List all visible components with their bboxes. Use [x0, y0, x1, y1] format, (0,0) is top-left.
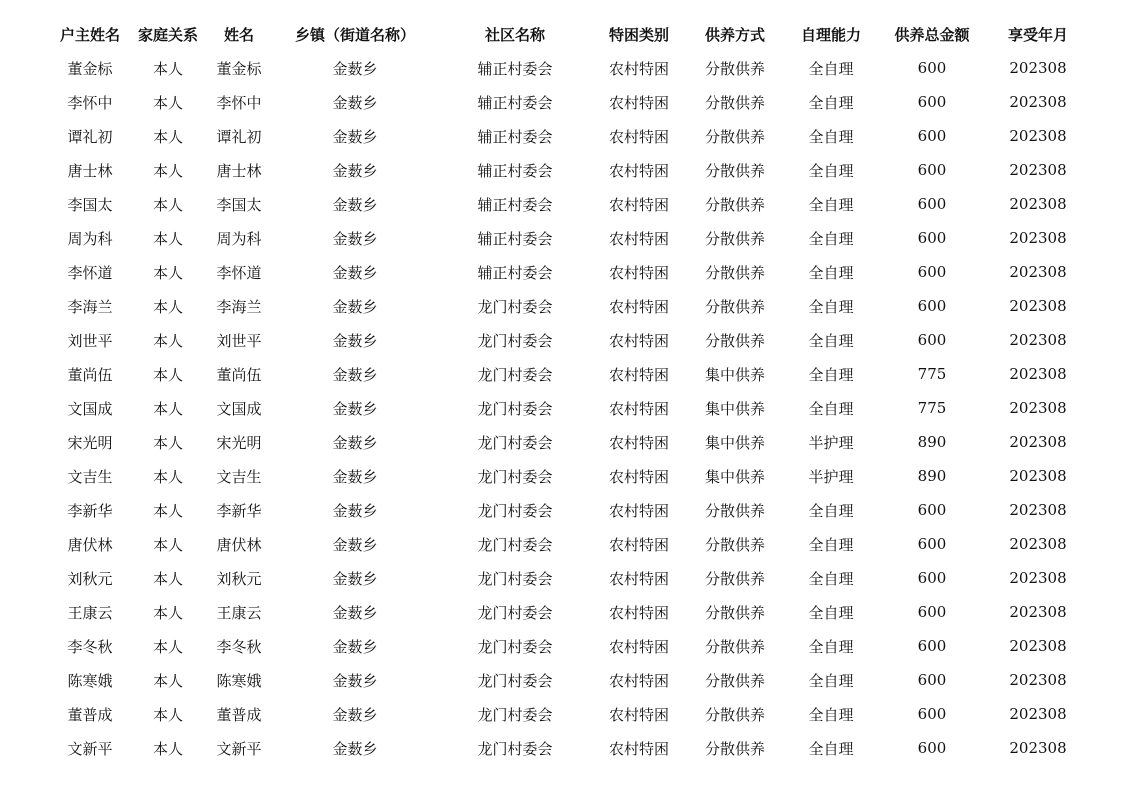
table-row — [52, 357, 1092, 391]
community-cell: 龙门村委会 — [477, 297, 553, 316]
self-care-cell: 全自理 — [808, 195, 854, 214]
category-cell: 农村特困 — [608, 93, 669, 112]
name-cell: 董金标 — [216, 59, 262, 78]
header-row — [52, 17, 1092, 51]
month-cell: 202308 — [1009, 263, 1067, 281]
township-cell: 金薮乡 — [332, 501, 378, 520]
month-cell: 202308 — [1009, 93, 1067, 111]
support-mode-cell: 分散供养 — [704, 569, 765, 588]
header-support-mode: 供养方式 — [704, 25, 765, 44]
township-cell: 金薮乡 — [332, 671, 378, 690]
self-care-cell: 全自理 — [808, 671, 854, 690]
household-head-cell: 周为科 — [67, 229, 113, 248]
amount-cell: 600 — [917, 501, 947, 519]
category-cell: 农村特困 — [608, 263, 669, 282]
township-cell: 金薮乡 — [332, 739, 378, 758]
category-cell: 农村特困 — [608, 603, 669, 622]
township-cell: 金薮乡 — [332, 127, 378, 146]
support-mode-cell: 分散供养 — [704, 501, 765, 520]
category-cell: 农村特困 — [608, 229, 669, 248]
header-category: 特困类别 — [608, 25, 669, 44]
household-head-cell: 董普成 — [67, 705, 113, 724]
header-household-head: 户主姓名 — [59, 25, 120, 44]
household-head-cell: 李冬秋 — [67, 637, 113, 656]
table-row — [52, 663, 1092, 697]
month-cell: 202308 — [1009, 603, 1067, 621]
self-care-cell: 全自理 — [808, 603, 854, 622]
name-cell: 李海兰 — [216, 297, 262, 316]
community-cell: 龙门村委会 — [477, 501, 553, 520]
month-cell: 202308 — [1009, 671, 1067, 689]
relationship-cell: 本人 — [152, 501, 183, 520]
self-care-cell: 全自理 — [808, 331, 854, 350]
name-cell: 唐伏林 — [216, 535, 262, 554]
month-cell: 202308 — [1009, 297, 1067, 315]
household-head-cell: 唐伏林 — [67, 535, 113, 554]
table-row — [52, 527, 1092, 561]
name-cell: 周为科 — [216, 229, 262, 248]
table-row — [52, 289, 1092, 323]
amount-cell: 775 — [917, 365, 947, 383]
name-cell: 董普成 — [216, 705, 262, 724]
relationship-cell: 本人 — [152, 399, 183, 418]
household-head-cell: 谭礼初 — [67, 127, 113, 146]
table-row — [52, 119, 1092, 153]
township-cell: 金薮乡 — [332, 229, 378, 248]
category-cell: 农村特困 — [608, 705, 669, 724]
township-cell: 金薮乡 — [332, 59, 378, 78]
category-cell: 农村特困 — [608, 671, 669, 690]
support-mode-cell: 分散供养 — [704, 739, 765, 758]
self-care-cell: 全自理 — [808, 569, 854, 588]
relationship-cell: 本人 — [152, 263, 183, 282]
name-cell: 宋光明 — [216, 433, 262, 452]
table-row — [52, 391, 1092, 425]
relationship-cell: 本人 — [152, 535, 183, 554]
relationship-cell: 本人 — [152, 195, 183, 214]
support-mode-cell: 分散供养 — [704, 297, 765, 316]
category-cell: 农村特困 — [608, 297, 669, 316]
table-row — [52, 697, 1092, 731]
name-cell: 陈寒娥 — [216, 671, 262, 690]
table-row — [52, 493, 1092, 527]
household-head-cell: 李国太 — [67, 195, 113, 214]
month-cell: 202308 — [1009, 195, 1067, 213]
community-cell: 龙门村委会 — [477, 467, 553, 486]
table-body — [52, 51, 1092, 765]
township-cell: 金薮乡 — [332, 637, 378, 656]
household-head-cell: 刘秋元 — [67, 569, 113, 588]
name-cell: 李新华 — [216, 501, 262, 520]
household-head-cell: 李海兰 — [67, 297, 113, 316]
category-cell: 农村特困 — [608, 501, 669, 520]
month-cell: 202308 — [1009, 229, 1067, 247]
support-mode-cell: 分散供养 — [704, 127, 765, 146]
name-cell: 李国太 — [216, 195, 262, 214]
relationship-cell: 本人 — [152, 331, 183, 350]
table-row — [52, 323, 1092, 357]
household-head-cell: 文吉生 — [67, 467, 113, 486]
self-care-cell: 全自理 — [808, 535, 854, 554]
table-row — [52, 595, 1092, 629]
community-cell: 龙门村委会 — [477, 603, 553, 622]
amount-cell: 600 — [917, 739, 947, 757]
support-mode-cell: 集中供养 — [704, 433, 765, 452]
community-cell: 龙门村委会 — [477, 569, 553, 588]
support-mode-cell: 分散供养 — [704, 671, 765, 690]
community-cell: 辅正村委会 — [477, 127, 553, 146]
header-community: 社区名称 — [484, 25, 545, 44]
support-mode-cell: 集中供养 — [704, 365, 765, 384]
table-row — [52, 255, 1092, 289]
name-cell: 谭礼初 — [216, 127, 262, 146]
name-cell: 董尚伍 — [216, 365, 262, 384]
township-cell: 金薮乡 — [332, 433, 378, 452]
household-head-cell: 宋光明 — [67, 433, 113, 452]
self-care-cell: 全自理 — [808, 739, 854, 758]
header-self-care: 自理能力 — [800, 25, 861, 44]
relationship-cell: 本人 — [152, 229, 183, 248]
name-cell: 唐士林 — [216, 161, 262, 180]
self-care-cell: 半护理 — [808, 433, 854, 452]
amount-cell: 775 — [917, 399, 947, 417]
community-cell: 辅正村委会 — [477, 229, 553, 248]
relationship-cell: 本人 — [152, 467, 183, 486]
month-cell: 202308 — [1009, 127, 1067, 145]
table-row — [52, 459, 1092, 493]
relationship-cell: 本人 — [152, 671, 183, 690]
name-cell: 文国成 — [216, 399, 262, 418]
table-row — [52, 629, 1092, 663]
category-cell: 农村特困 — [608, 127, 669, 146]
support-mode-cell: 分散供养 — [704, 229, 765, 248]
relationship-cell: 本人 — [152, 161, 183, 180]
category-cell: 农村特困 — [608, 569, 669, 588]
amount-cell: 600 — [917, 263, 947, 281]
community-cell: 龙门村委会 — [477, 637, 553, 656]
self-care-cell: 全自理 — [808, 263, 854, 282]
relationship-cell: 本人 — [152, 739, 183, 758]
table-header — [52, 17, 1092, 51]
township-cell: 金薮乡 — [332, 399, 378, 418]
name-cell: 李冬秋 — [216, 637, 262, 656]
amount-cell: 600 — [917, 331, 947, 349]
self-care-cell: 全自理 — [808, 229, 854, 248]
household-head-cell: 李怀中 — [67, 93, 113, 112]
community-cell: 龙门村委会 — [477, 705, 553, 724]
table-row — [52, 425, 1092, 459]
community-cell: 龙门村委会 — [477, 671, 553, 690]
amount-cell: 600 — [917, 161, 947, 179]
self-care-cell: 半护理 — [808, 467, 854, 486]
self-care-cell: 全自理 — [808, 399, 854, 418]
category-cell: 农村特困 — [608, 535, 669, 554]
amount-cell: 600 — [917, 535, 947, 553]
table-row — [52, 51, 1092, 85]
amount-cell: 600 — [917, 637, 947, 655]
household-head-cell: 陈寒娥 — [67, 671, 113, 690]
category-cell: 农村特困 — [608, 433, 669, 452]
amount-cell: 600 — [917, 93, 947, 111]
name-cell: 李怀道 — [216, 263, 262, 282]
amount-cell: 600 — [917, 297, 947, 315]
category-cell: 农村特困 — [608, 467, 669, 486]
community-cell: 辅正村委会 — [477, 59, 553, 78]
household-head-cell: 李怀道 — [67, 263, 113, 282]
community-cell: 辅正村委会 — [477, 93, 553, 112]
name-cell: 文吉生 — [216, 467, 262, 486]
township-cell: 金薮乡 — [332, 331, 378, 350]
household-head-cell: 董金标 — [67, 59, 113, 78]
support-mode-cell: 分散供养 — [704, 637, 765, 656]
township-cell: 金薮乡 — [332, 535, 378, 554]
category-cell: 农村特困 — [608, 365, 669, 384]
household-head-cell: 刘世平 — [67, 331, 113, 350]
table-row — [52, 153, 1092, 187]
township-cell: 金薮乡 — [332, 705, 378, 724]
category-cell: 农村特困 — [608, 331, 669, 350]
community-cell: 龙门村委会 — [477, 365, 553, 384]
relationship-cell: 本人 — [152, 603, 183, 622]
amount-cell: 600 — [917, 705, 947, 723]
month-cell: 202308 — [1009, 569, 1067, 587]
community-cell: 辅正村委会 — [477, 195, 553, 214]
support-mode-cell: 分散供养 — [704, 59, 765, 78]
support-mode-cell: 分散供养 — [704, 161, 765, 180]
community-cell: 辅正村委会 — [477, 263, 553, 282]
month-cell: 202308 — [1009, 433, 1067, 451]
month-cell: 202308 — [1009, 501, 1067, 519]
amount-cell: 890 — [917, 467, 947, 485]
household-head-cell: 王康云 — [67, 603, 113, 622]
amount-cell: 600 — [917, 229, 947, 247]
community-cell: 龙门村委会 — [477, 331, 553, 350]
table-row — [52, 221, 1092, 255]
relationship-cell: 本人 — [152, 297, 183, 316]
relationship-cell: 本人 — [152, 59, 183, 78]
support-mode-cell: 分散供养 — [704, 331, 765, 350]
amount-cell: 600 — [917, 671, 947, 689]
relationship-cell: 本人 — [152, 127, 183, 146]
self-care-cell: 全自理 — [808, 59, 854, 78]
table-row — [52, 561, 1092, 595]
name-cell: 李怀中 — [216, 93, 262, 112]
community-cell: 龙门村委会 — [477, 535, 553, 554]
household-head-cell: 唐士林 — [67, 161, 113, 180]
support-mode-cell: 分散供养 — [704, 603, 765, 622]
township-cell: 金薮乡 — [332, 569, 378, 588]
header-township: 乡镇（街道名称） — [294, 25, 415, 44]
name-cell: 刘世平 — [216, 331, 262, 350]
community-cell: 龙门村委会 — [477, 433, 553, 452]
community-cell: 龙门村委会 — [477, 399, 553, 418]
self-care-cell: 全自理 — [808, 365, 854, 384]
household-head-cell: 文新平 — [67, 739, 113, 758]
support-mode-cell: 分散供养 — [704, 93, 765, 112]
support-mode-cell: 分散供养 — [704, 535, 765, 554]
township-cell: 金薮乡 — [332, 467, 378, 486]
community-cell: 龙门村委会 — [477, 739, 553, 758]
household-head-cell: 文国成 — [67, 399, 113, 418]
month-cell: 202308 — [1009, 365, 1067, 383]
month-cell: 202308 — [1009, 331, 1067, 349]
amount-cell: 890 — [917, 433, 947, 451]
table-row — [52, 187, 1092, 221]
self-care-cell: 全自理 — [808, 127, 854, 146]
month-cell: 202308 — [1009, 467, 1067, 485]
header-month: 享受年月 — [1007, 25, 1068, 44]
support-mode-cell: 集中供养 — [704, 467, 765, 486]
amount-cell: 600 — [917, 603, 947, 621]
self-care-cell: 全自理 — [808, 297, 854, 316]
township-cell: 金薮乡 — [332, 195, 378, 214]
township-cell: 金薮乡 — [332, 297, 378, 316]
self-care-cell: 全自理 — [808, 161, 854, 180]
month-cell: 202308 — [1009, 535, 1067, 553]
month-cell: 202308 — [1009, 705, 1067, 723]
self-care-cell: 全自理 — [808, 501, 854, 520]
month-cell: 202308 — [1009, 59, 1067, 77]
category-cell: 农村特困 — [608, 59, 669, 78]
relationship-cell: 本人 — [152, 365, 183, 384]
support-mode-cell: 分散供养 — [704, 263, 765, 282]
name-cell: 文新平 — [216, 739, 262, 758]
township-cell: 金薮乡 — [332, 93, 378, 112]
amount-cell: 600 — [917, 59, 947, 77]
self-care-cell: 全自理 — [808, 705, 854, 724]
header-amount: 供养总金额 — [894, 25, 970, 44]
relationship-cell: 本人 — [152, 637, 183, 656]
header-name: 姓名 — [223, 25, 254, 44]
household-head-cell: 董尚伍 — [67, 365, 113, 384]
name-cell: 刘秋元 — [216, 569, 262, 588]
category-cell: 农村特困 — [608, 637, 669, 656]
month-cell: 202308 — [1009, 637, 1067, 655]
community-cell: 辅正村委会 — [477, 161, 553, 180]
township-cell: 金薮乡 — [332, 161, 378, 180]
month-cell: 202308 — [1009, 739, 1067, 757]
category-cell: 农村特困 — [608, 399, 669, 418]
month-cell: 202308 — [1009, 161, 1067, 179]
name-cell: 王康云 — [216, 603, 262, 622]
township-cell: 金薮乡 — [332, 603, 378, 622]
amount-cell: 600 — [917, 195, 947, 213]
household-head-cell: 李新华 — [67, 501, 113, 520]
header-relationship: 家庭关系 — [137, 25, 198, 44]
category-cell: 农村特困 — [608, 161, 669, 180]
table-row — [52, 85, 1092, 119]
support-mode-cell: 分散供养 — [704, 195, 765, 214]
support-mode-cell: 分散供养 — [704, 705, 765, 724]
self-care-cell: 全自理 — [808, 637, 854, 656]
relationship-cell: 本人 — [152, 93, 183, 112]
amount-cell: 600 — [917, 127, 947, 145]
category-cell: 农村特困 — [608, 195, 669, 214]
month-cell: 202308 — [1009, 399, 1067, 417]
relationship-cell: 本人 — [152, 705, 183, 724]
township-cell: 金薮乡 — [332, 365, 378, 384]
table-row — [52, 731, 1092, 765]
support-mode-cell: 集中供养 — [704, 399, 765, 418]
relationship-cell: 本人 — [152, 433, 183, 452]
category-cell: 农村特困 — [608, 739, 669, 758]
support-roster-table — [52, 17, 1092, 765]
relationship-cell: 本人 — [152, 569, 183, 588]
amount-cell: 600 — [917, 569, 947, 587]
township-cell: 金薮乡 — [332, 263, 378, 282]
self-care-cell: 全自理 — [808, 93, 854, 112]
